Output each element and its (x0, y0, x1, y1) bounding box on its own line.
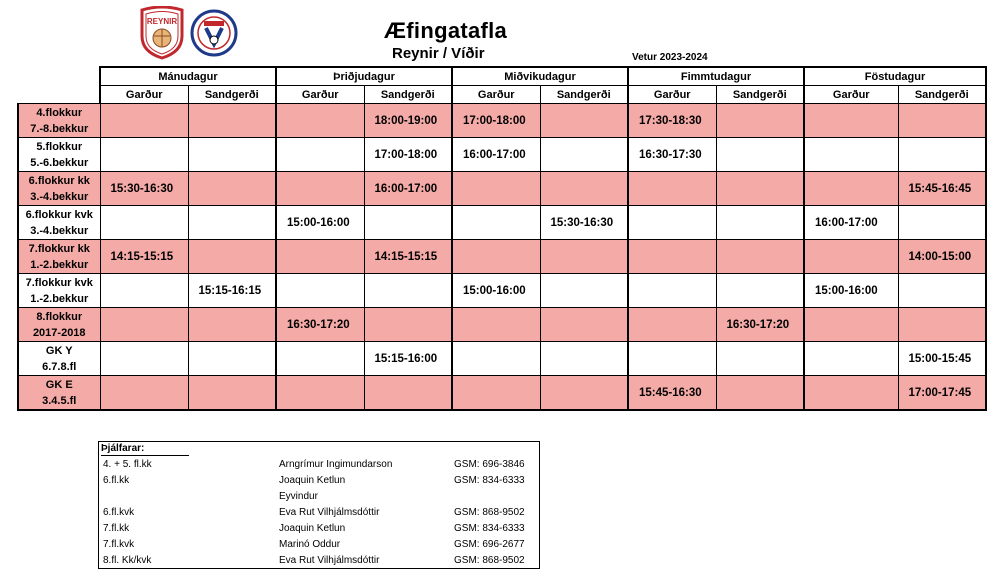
time-cell (804, 138, 898, 172)
time-cell (452, 376, 540, 411)
time-cell: 17:30-18:30 (628, 104, 716, 138)
group-label-line: 3.-4.bekkur (30, 190, 89, 203)
location-header: Sandgerði (364, 86, 452, 104)
schedule-row (18, 172, 986, 206)
time-cell (898, 274, 986, 308)
location-header: Garður (276, 86, 364, 104)
coach-phone: GSM: 868-9502 (454, 555, 525, 566)
time-cell (716, 104, 804, 138)
group-cell (18, 138, 100, 172)
time-cell: 16:00-17:00 (804, 206, 898, 240)
group-label-line: 6.flokkur kk (28, 174, 90, 187)
time-cell: 15:00-15:45 (898, 342, 986, 376)
time-cell (716, 172, 804, 206)
time-cell (540, 240, 628, 274)
time-cell (188, 138, 276, 172)
time-cell (540, 138, 628, 172)
time-cell (188, 172, 276, 206)
coach-group: 4. + 5. fl.kk (103, 459, 152, 470)
schedule-row (18, 308, 986, 342)
time-cell (188, 376, 276, 411)
time-cell: 15:00-16:00 (804, 274, 898, 308)
coach-group: 7.fl.kvk (103, 539, 135, 550)
group-cell (18, 172, 100, 206)
group-label-line: 2017-2018 (32, 326, 86, 339)
time-cell (276, 172, 364, 206)
time-cell: 16:00-17:00 (452, 138, 540, 172)
time-cell (540, 376, 628, 411)
coach-phone: GSM: 868-9502 (454, 507, 525, 518)
time-cell (898, 138, 986, 172)
time-cell (628, 308, 716, 342)
time-cell (452, 342, 540, 376)
group-label-line: 5.flokkur (36, 140, 83, 153)
group-label-line: GK Y (45, 344, 73, 357)
time-cell (364, 376, 452, 411)
time-cell (540, 274, 628, 308)
time-cell (628, 342, 716, 376)
schedule-row (18, 376, 986, 411)
time-cell (100, 104, 188, 138)
group-label-line: 6.flokkur kvk (25, 208, 93, 221)
time-cell: 15:30-16:30 (540, 206, 628, 240)
time-cell (540, 342, 628, 376)
group-cell (18, 376, 100, 411)
season-label: Vetur 2023-2024 (632, 52, 708, 63)
time-cell: 15:15-16:00 (364, 342, 452, 376)
coach-row (99, 457, 539, 473)
time-cell (100, 138, 188, 172)
day-header: Þriðjudagur (276, 67, 452, 86)
group-label-line: 1.-2.bekkur (30, 258, 89, 271)
coach-name: Joaquin Ketlun (279, 523, 346, 534)
time-cell (716, 206, 804, 240)
time-cell: 15:00-16:00 (452, 274, 540, 308)
time-cell: 18:00-19:00 (364, 104, 452, 138)
group-label-line: 7.flokkur kvk (25, 276, 93, 289)
time-cell: 15:00-16:00 (276, 206, 364, 240)
time-cell: 15:45-16:30 (628, 376, 716, 411)
coaches-box (98, 441, 540, 569)
time-cell (452, 206, 540, 240)
svg-text:REYNIR: REYNIR (146, 17, 178, 26)
group-label-line: 1.-2.bekkur (30, 292, 89, 305)
time-cell (188, 206, 276, 240)
location-header: Garður (100, 86, 188, 104)
coach-name: Eva Rut Vilhjálmsdóttir (279, 507, 380, 518)
group-cell (18, 104, 100, 138)
time-cell (898, 308, 986, 342)
time-cell (628, 240, 716, 274)
group-label-line: 7.-8.bekkur (30, 122, 89, 135)
group-cell (18, 240, 100, 274)
coach-group: 7.fl.kk (103, 523, 130, 534)
coach-group: 8.fl. Kk/kvk (103, 555, 152, 566)
time-cell (452, 172, 540, 206)
time-cell: 14:00-15:00 (898, 240, 986, 274)
coach-name: Eva Rut Vilhjálmsdóttir (279, 555, 380, 566)
time-cell (100, 274, 188, 308)
time-cell (276, 138, 364, 172)
time-cell: 16:00-17:00 (364, 172, 452, 206)
page-subtitle: Reynir / Víðir (392, 45, 485, 62)
time-cell: 14:15-15:15 (100, 240, 188, 274)
page-title: Æfingatafla (384, 18, 508, 43)
day-header: Fimmtudagur (628, 67, 804, 86)
location-header-row (18, 86, 986, 104)
coaches-heading: Þjálfarar: (101, 443, 189, 456)
time-cell (276, 274, 364, 308)
schedule-row (18, 206, 986, 240)
location-header: Sandgerði (898, 86, 986, 104)
time-cell (716, 376, 804, 411)
time-cell (804, 240, 898, 274)
time-cell: 16:30-17:20 (276, 308, 364, 342)
group-cell (18, 342, 100, 376)
schedule-table (17, 66, 987, 411)
coach-phone: GSM: 834-6333 (454, 523, 525, 534)
group-cell (18, 308, 100, 342)
coach-row (99, 505, 539, 521)
time-cell (716, 138, 804, 172)
time-cell: 16:30-17:20 (716, 308, 804, 342)
time-cell (100, 308, 188, 342)
time-cell (540, 308, 628, 342)
day-header: Föstudagur (804, 67, 986, 86)
schedule-row (18, 342, 986, 376)
coach-phone: GSM: 834-6333 (454, 475, 525, 486)
time-cell (188, 308, 276, 342)
time-cell (364, 308, 452, 342)
reynir-logo (138, 6, 186, 60)
group-cell (18, 274, 100, 308)
time-cell (452, 308, 540, 342)
vidir-logo (190, 6, 238, 60)
group-label-line: GK E (45, 378, 73, 391)
schedule-row (18, 138, 986, 172)
coach-phone: GSM: 696-3846 (454, 459, 525, 470)
location-header: Sandgerði (540, 86, 628, 104)
group-label-line: 5.-6.bekkur (30, 156, 89, 169)
day-header-row (18, 67, 986, 86)
day-header: Mánudagur (100, 67, 276, 86)
schedule-row (18, 274, 986, 308)
time-cell (804, 172, 898, 206)
group-label-line: 7.flokkur kk (28, 242, 90, 255)
day-header: Miðvikudagur (452, 67, 628, 86)
time-cell (804, 342, 898, 376)
time-cell (276, 376, 364, 411)
time-cell: 16:30-17:30 (628, 138, 716, 172)
time-cell (188, 240, 276, 274)
time-cell: 15:30-16:30 (100, 172, 188, 206)
coach-row (99, 553, 539, 569)
group-cell (18, 206, 100, 240)
time-cell (716, 274, 804, 308)
time-cell (276, 104, 364, 138)
coach-group: 6.fl.kvk (103, 507, 135, 518)
time-cell (100, 342, 188, 376)
time-cell (804, 308, 898, 342)
time-cell (188, 342, 276, 376)
time-cell: 17:00-17:45 (898, 376, 986, 411)
location-header: Garður (452, 86, 540, 104)
coach-row (99, 521, 539, 537)
time-cell: 15:15-16:15 (188, 274, 276, 308)
time-cell (100, 206, 188, 240)
location-header: Sandgerði (716, 86, 804, 104)
group-label-line: 3.-4.bekkur (30, 224, 89, 237)
location-header: Garður (804, 86, 898, 104)
time-cell (276, 342, 364, 376)
time-cell (628, 274, 716, 308)
time-cell (716, 240, 804, 274)
location-header: Sandgerði (188, 86, 276, 104)
coach-name: Arngrímur Ingimundarson (279, 459, 393, 470)
group-label-line: 8.flokkur (36, 310, 83, 323)
time-cell (540, 172, 628, 206)
schedule-row (18, 240, 986, 274)
location-header: Garður (628, 86, 716, 104)
time-cell (804, 376, 898, 411)
time-cell (898, 206, 986, 240)
coach-phone: GSM: 696-2677 (454, 539, 525, 550)
time-cell (898, 104, 986, 138)
time-cell: 15:45-16:45 (898, 172, 986, 206)
time-cell (364, 274, 452, 308)
coach-name: Joaquin Ketlun (279, 475, 346, 486)
time-cell (452, 240, 540, 274)
schedule-row (18, 104, 986, 138)
time-cell (364, 206, 452, 240)
time-cell (540, 104, 628, 138)
coach-group: 6.fl.kk (103, 475, 130, 486)
time-cell (804, 104, 898, 138)
coach-row (99, 473, 539, 489)
coach-name: Eyvindur (279, 491, 318, 502)
time-cell (276, 240, 364, 274)
time-cell (100, 376, 188, 411)
time-cell: 17:00-18:00 (452, 104, 540, 138)
time-cell: 17:00-18:00 (364, 138, 452, 172)
time-cell (628, 206, 716, 240)
coach-name: Marinó Oddur (279, 539, 341, 550)
coach-row (99, 489, 539, 505)
time-cell: 14:15-15:15 (364, 240, 452, 274)
time-cell (188, 104, 276, 138)
group-label-line: 4.flokkur (36, 106, 83, 119)
group-label-line: 3.4.5.fl (42, 394, 77, 407)
coach-row (99, 537, 539, 553)
group-label-line: 6.7.8.fl (42, 360, 77, 373)
time-cell (716, 342, 804, 376)
time-cell (628, 172, 716, 206)
